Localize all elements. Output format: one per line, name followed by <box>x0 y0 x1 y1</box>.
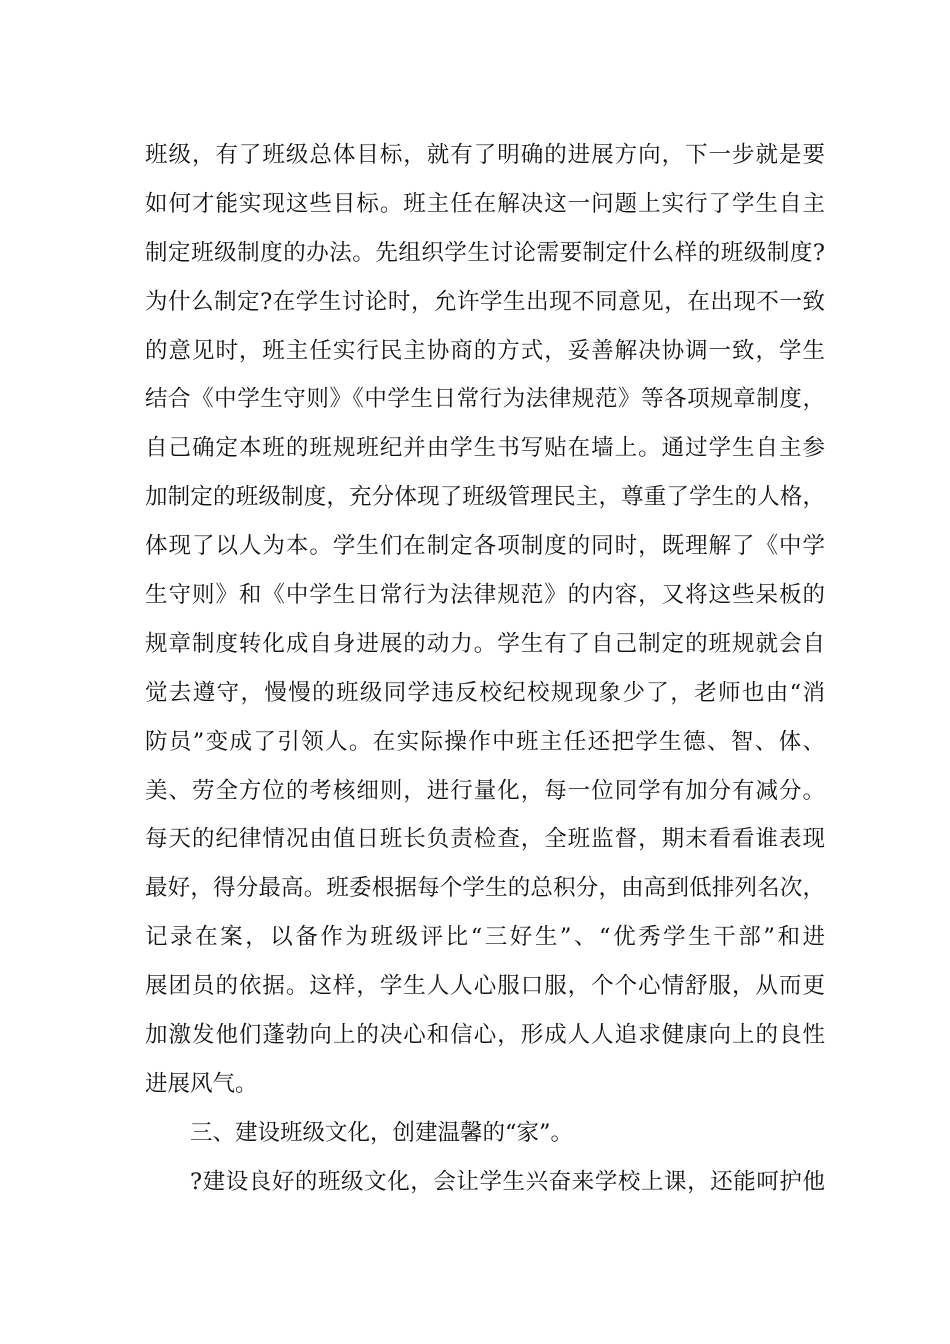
text-line <box>145 620 825 669</box>
text-line <box>145 864 825 913</box>
text-line <box>145 669 825 718</box>
text-line-content: 记录在案，以备作为班级评比“三好生”、“优秀学生干部”和进 <box>145 924 825 951</box>
text-line <box>145 1109 825 1158</box>
text-line <box>145 180 825 229</box>
text-line <box>145 473 825 522</box>
text-line-content: 体现了以人为本。学生们在制定各项制度的同时，既理解了《中学 <box>145 533 825 560</box>
text-line-content: 的意见时，班主任实行民主协商的方式，妥善解决协调一致，学生 <box>145 337 825 364</box>
text-line <box>145 1158 825 1207</box>
text-line <box>145 571 825 620</box>
text-line-content: 如何才能实现这些目标。班主任在解决这一问题上实行了学生自主 <box>145 190 825 217</box>
text-line <box>145 375 825 424</box>
text-line-content: 班级，有了班级总体目标，就有了明确的进展方向，下一步就是要 <box>145 142 825 168</box>
text-line-content: 展团员的依据。这样，学生人人心服口服，个个心情舒服，从而更 <box>145 973 825 1000</box>
text-line-content: 生守则》和《中学生日常行为法律规范》的内容，又将这些呆板的 <box>145 582 825 609</box>
text-line-content: 加制定的班级制度，充分体现了班级管理民主，尊重了学生的人格， <box>145 484 825 511</box>
text-line <box>145 1011 825 1060</box>
text-line <box>145 327 825 376</box>
text-line-content: 三、建设班级文化，创建温馨的“家”。 <box>190 1119 574 1146</box>
text-line <box>145 424 825 473</box>
text-line-content: 最好，得分最高。班委根据每个学生的总积分，由高到低排列名次， <box>145 875 825 902</box>
text-line-content: ?建设良好的班级文化，会让学生兴奋来学校上课，还能呵护他 <box>190 1168 825 1195</box>
text-line <box>145 767 825 816</box>
text-line <box>145 522 825 571</box>
text-line <box>145 913 825 962</box>
text-line-content: 自己确定本班的班规班纪并由学生书写贴在墙上。通过学生自主参 <box>145 435 825 462</box>
text-line-content: 每天的纪律情况由值日班长负责检查，全班监督，期末看看谁表现 <box>145 826 825 853</box>
text-line <box>145 962 825 1011</box>
text-line-content: 加激发他们蓬勃向上的决心和信心，形成人人追求健康向上的良性 <box>145 1022 825 1049</box>
text-line-content: 规章制度转化成自身进展的动力。学生有了自己制定的班规就会自 <box>145 630 825 657</box>
text-line-content: 防员”变成了引领人。在实际操作中班主任还把学生德、智、体、 <box>145 728 825 755</box>
text-line <box>145 1060 825 1109</box>
text-line-content: 制定班级制度的办法。先组织学生讨论需要制定什么样的班级制度? <box>145 239 825 266</box>
document-body <box>145 131 825 1207</box>
text-line-content: 进展风气。 <box>145 1070 258 1097</box>
text-line <box>145 815 825 864</box>
text-line <box>145 278 825 327</box>
text-line <box>145 229 825 278</box>
text-line-content: 觉去遵守，慢慢的班级同学违反校纪校规现象少了，老师也由“消 <box>145 679 825 706</box>
text-line-content: 为什么制定?在学生讨论时，允许学生出现不同意见，在出现不一致 <box>145 288 825 315</box>
text-line-content: 结合《中学生守则》《中学生日常行为法律规范》等各项规章制度， <box>145 386 825 413</box>
text-line <box>145 131 825 180</box>
text-line <box>145 718 825 767</box>
text-line-content: 美、劳全方位的考核细则，进行量化，每一位同学有加分有减分。 <box>145 777 825 804</box>
